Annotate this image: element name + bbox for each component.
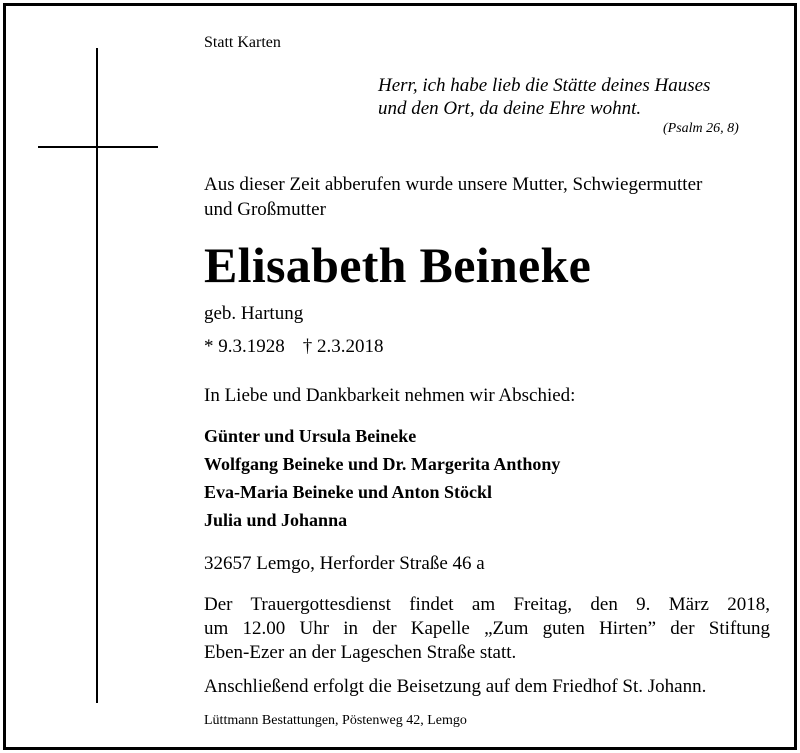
- undertaker-info: Lüttmann Bestattungen, Pöstenweg 42, Lemgo: [204, 713, 467, 728]
- birth-date: * 9.3.1928: [204, 336, 285, 357]
- death-date: † 2.3.2018: [302, 336, 384, 357]
- intro-text: [204, 172, 702, 222]
- service-line-2: um 12.00 Uhr in der Kapelle „Zum guten Hirten” der Stiftung: [204, 618, 770, 639]
- service-info: [204, 593, 770, 665]
- mourner-item: Günter und Ursula Beineke: [204, 426, 417, 446]
- burial-info: Anschließend erfolgt die Beisetzung auf dem Friedhof St. Johann.: [204, 676, 707, 697]
- mourner-item: Eva-Maria Beineke und Anton Stöckl: [204, 482, 493, 502]
- psalm-line-1: Herr, ich habe lieb die Stätte deines Hauses: [378, 75, 711, 96]
- statt-karten: Statt Karten: [204, 34, 281, 51]
- service-line-1: Der Trauergottesdienst findet am Freitag, den 9. März 2018,: [204, 594, 770, 615]
- family-address: 32657 Lemgo, Herforder Straße 46 a: [204, 553, 485, 574]
- mourner-item: Wolfgang Beineke und Dr. Margerita Anthony: [204, 454, 561, 474]
- mourner-item: Julia und Johanna: [204, 510, 348, 530]
- psalm-line-2: und den Ort, da deine Ehre wohnt.: [378, 98, 642, 119]
- farewell-text: In Liebe und Dankbarkeit nehmen wir Abschied:: [204, 385, 576, 406]
- deceased-name: Elisabeth Beineke: [204, 237, 592, 293]
- life-dates: [204, 336, 384, 358]
- service-line-3: Eben-Ezer an der Lageschen Straße statt.: [204, 642, 517, 663]
- cross-icon-horizontal: [38, 146, 158, 148]
- intro-line-2: und Großmutter: [204, 199, 326, 220]
- psalm-reference: (Psalm 26, 8): [663, 121, 739, 136]
- mourners-list: [204, 422, 560, 534]
- intro-line-1: Aus dieser Zeit abberufen wurde unsere Mutter, Schwiegermutter: [204, 174, 703, 195]
- psalm-quote: [378, 74, 710, 120]
- birth-name: geb. Hartung: [204, 303, 304, 324]
